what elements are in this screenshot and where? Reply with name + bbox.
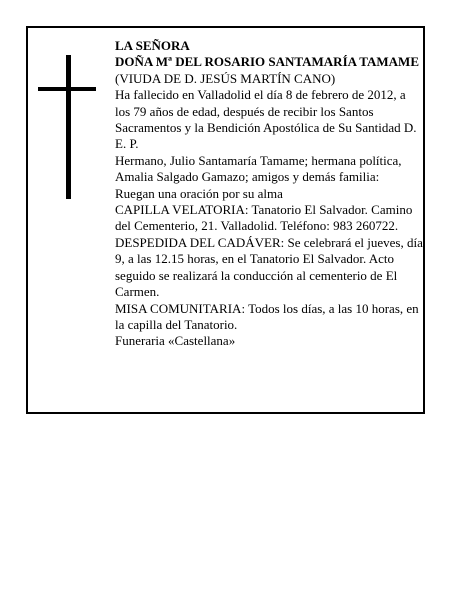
- cross-vertical-bar: [66, 55, 71, 199]
- notice-title-line-1: LA SEÑORA: [115, 38, 190, 53]
- funeral-home: Funeraria «Castellana»: [115, 333, 236, 349]
- latin-cross-icon: [38, 55, 96, 199]
- cross-horizontal-bar: [38, 87, 96, 91]
- widow-line: (VIUDA DE D. JESÚS MARTÍN CANO): [115, 70, 336, 86]
- death-paragraph: Ha fallecido en Valladolid el día 8 de febrero de 2012, a los 79 años de edad, después de recibir los Santos Sacramentos y la Bendición Apostólica de Su Santidad D. E. P.: [115, 87, 417, 152]
- prayer-line: Ruegan una oración por su alma: [115, 185, 283, 201]
- family-paragraph: Hermano, Julio Santamaría Tamame; hermana política, Amalia Salgado Gamazo; amigos y demás familia:: [115, 152, 402, 185]
- mass-paragraph: MISA COMUNITARIA: Todos los días, a las 10 horas, en la capilla del Tanatorio.: [115, 300, 419, 332]
- obituary-text: [115, 38, 423, 350]
- chapel-paragraph: CAPILLA VELATORIA: Tanatorio El Salvador. Camino del Cementerio, 21. Valladolid. Teléfono: 983 260722.: [115, 202, 413, 234]
- obituary-notice-frame: [26, 26, 425, 414]
- farewell-paragraph: DESPEDIDA DEL CADÁVER: Se celebrará el jueves, día 9, a las 12.15 horas, en el Tanatorio El Salvador. Acto seguido se realizará la conducción al cementerio de El Carmen.: [115, 234, 423, 300]
- deceased-name: DOÑA Mª DEL ROSARIO SANTAMARÍA TAMAME: [115, 54, 420, 70]
